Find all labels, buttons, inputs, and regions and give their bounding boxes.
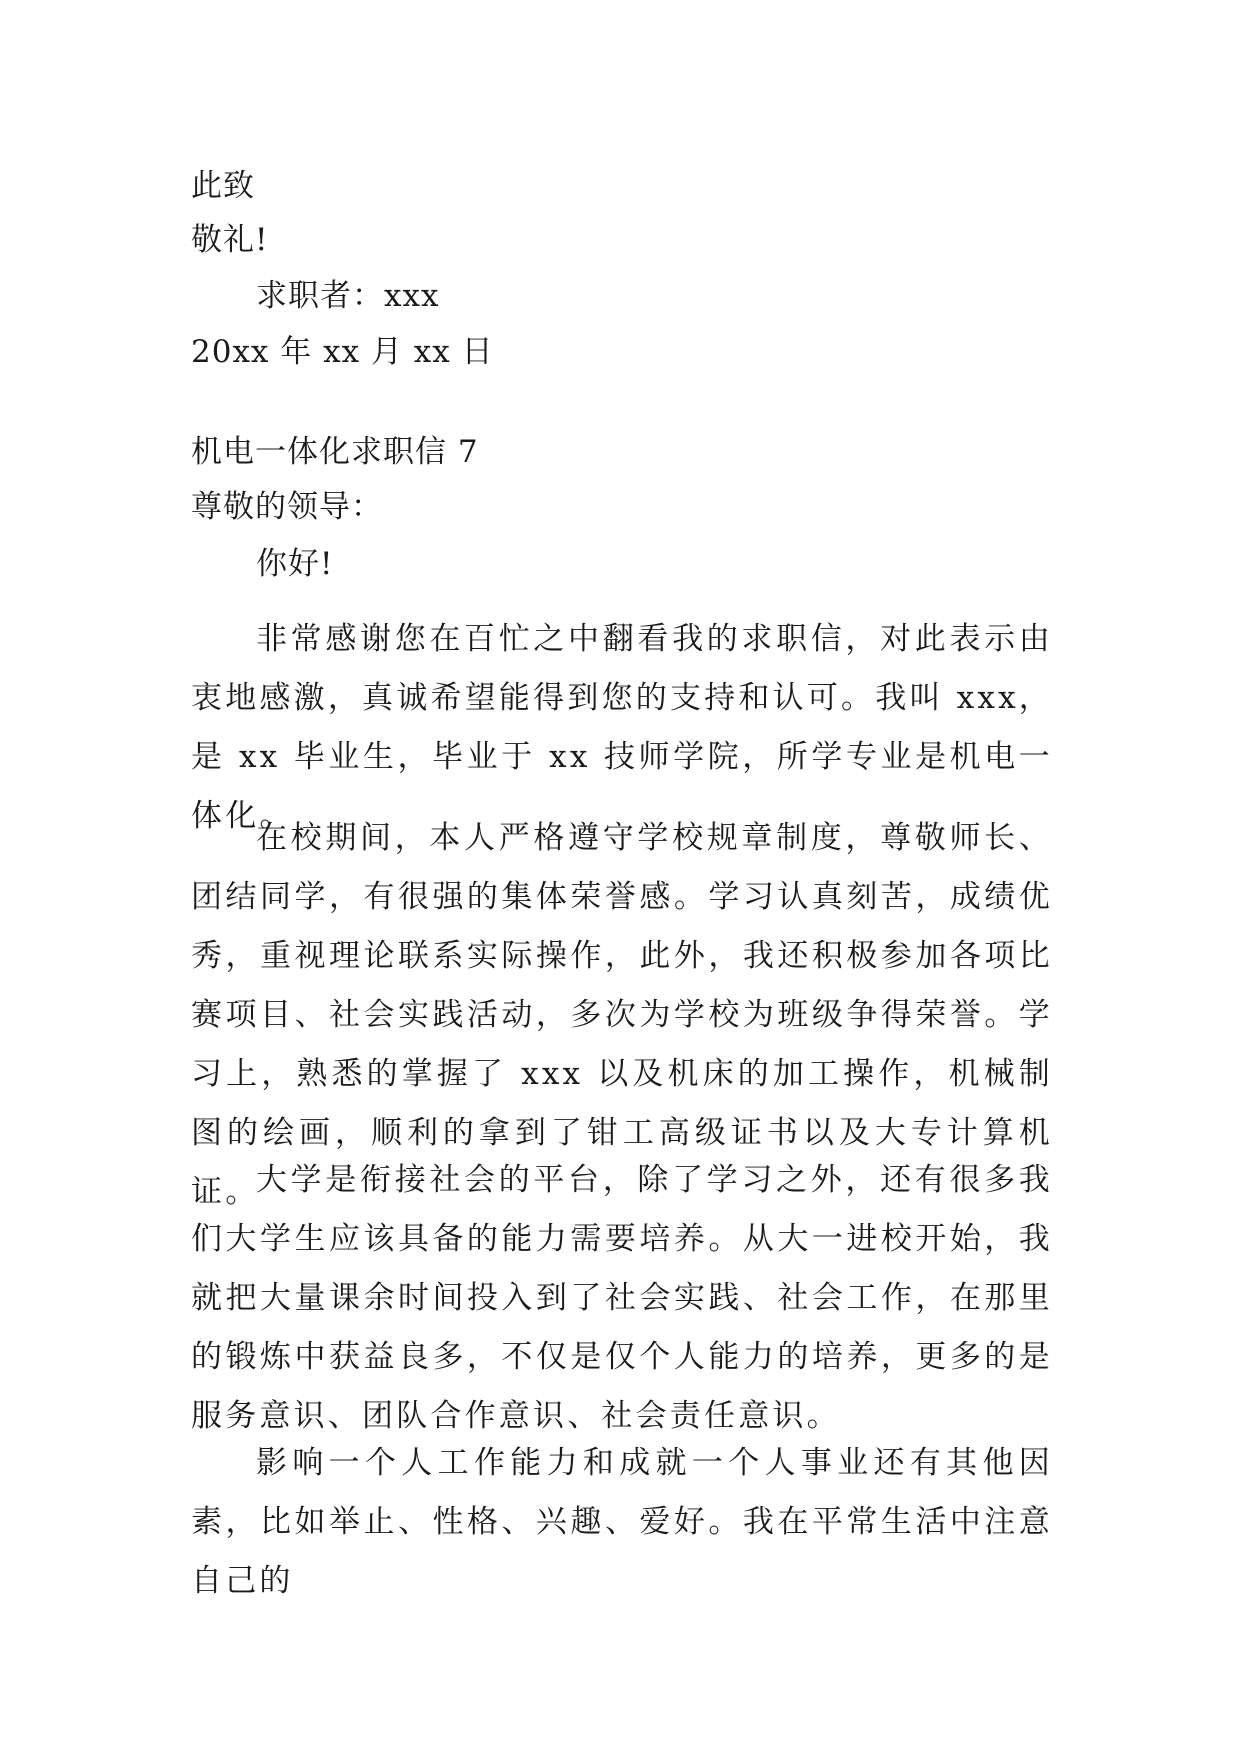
letter-title: 机电一体化求职信 7 (191, 434, 479, 470)
closing-regards: 敬礼! (191, 222, 269, 258)
letter-greeting: 尊敬的领导： (191, 489, 383, 525)
body-paragraph-1: 非常感谢您在百忙之中翻看我的求职信，对此表示由衷地感激，真诚希望能得到您的支持和认可。我叫 xxx，是 xx 毕业生，毕业于 xx 技师学院，所学专业是机电一体化。 (191, 621, 1053, 834)
body-paragraph-2: 在校期间，本人严格遵守学校规章制度，尊敬师长、团结同学，有很强的集体荣誉感。学习认真刻苦，成绩优秀，重视理论联系实际操作，此外，我还积极参加各项比赛项目、社会实践活动，多次为学校为班级争得荣誉。学习上，熟悉的掌握了 xxx 以及机床的加工操作，机械制图的绘画，顺利的拿到了钳工高级证书以及大专计算机证。 (191, 820, 1053, 1210)
letter-hello: 你好! (256, 546, 334, 582)
body-paragraph-3: 大学是衔接社会的平台，除了学习之外，还有很多我们大学生应该具备的能力需要培养。从大一进校开始，我就把大量课余时间投入到了社会实践、社会工作，在那里的锻炼中获益良多，不仅是仅个人能力的培养，更多的是服务意识、团队合作意识、社会责任意识。 (191, 1162, 1053, 1434)
closing-signer: 求职者：xxx (256, 278, 440, 314)
closing-salutation: 此致 (191, 168, 255, 204)
body-paragraph-4: 影响一个人工作能力和成就一个人事业还有其他因素，比如举止、性格、兴趣、爱好。我在平常生活中注意自己的 (191, 1445, 1053, 1599)
closing-date: 20xx 年 xx 月 xx 日 (191, 334, 494, 370)
